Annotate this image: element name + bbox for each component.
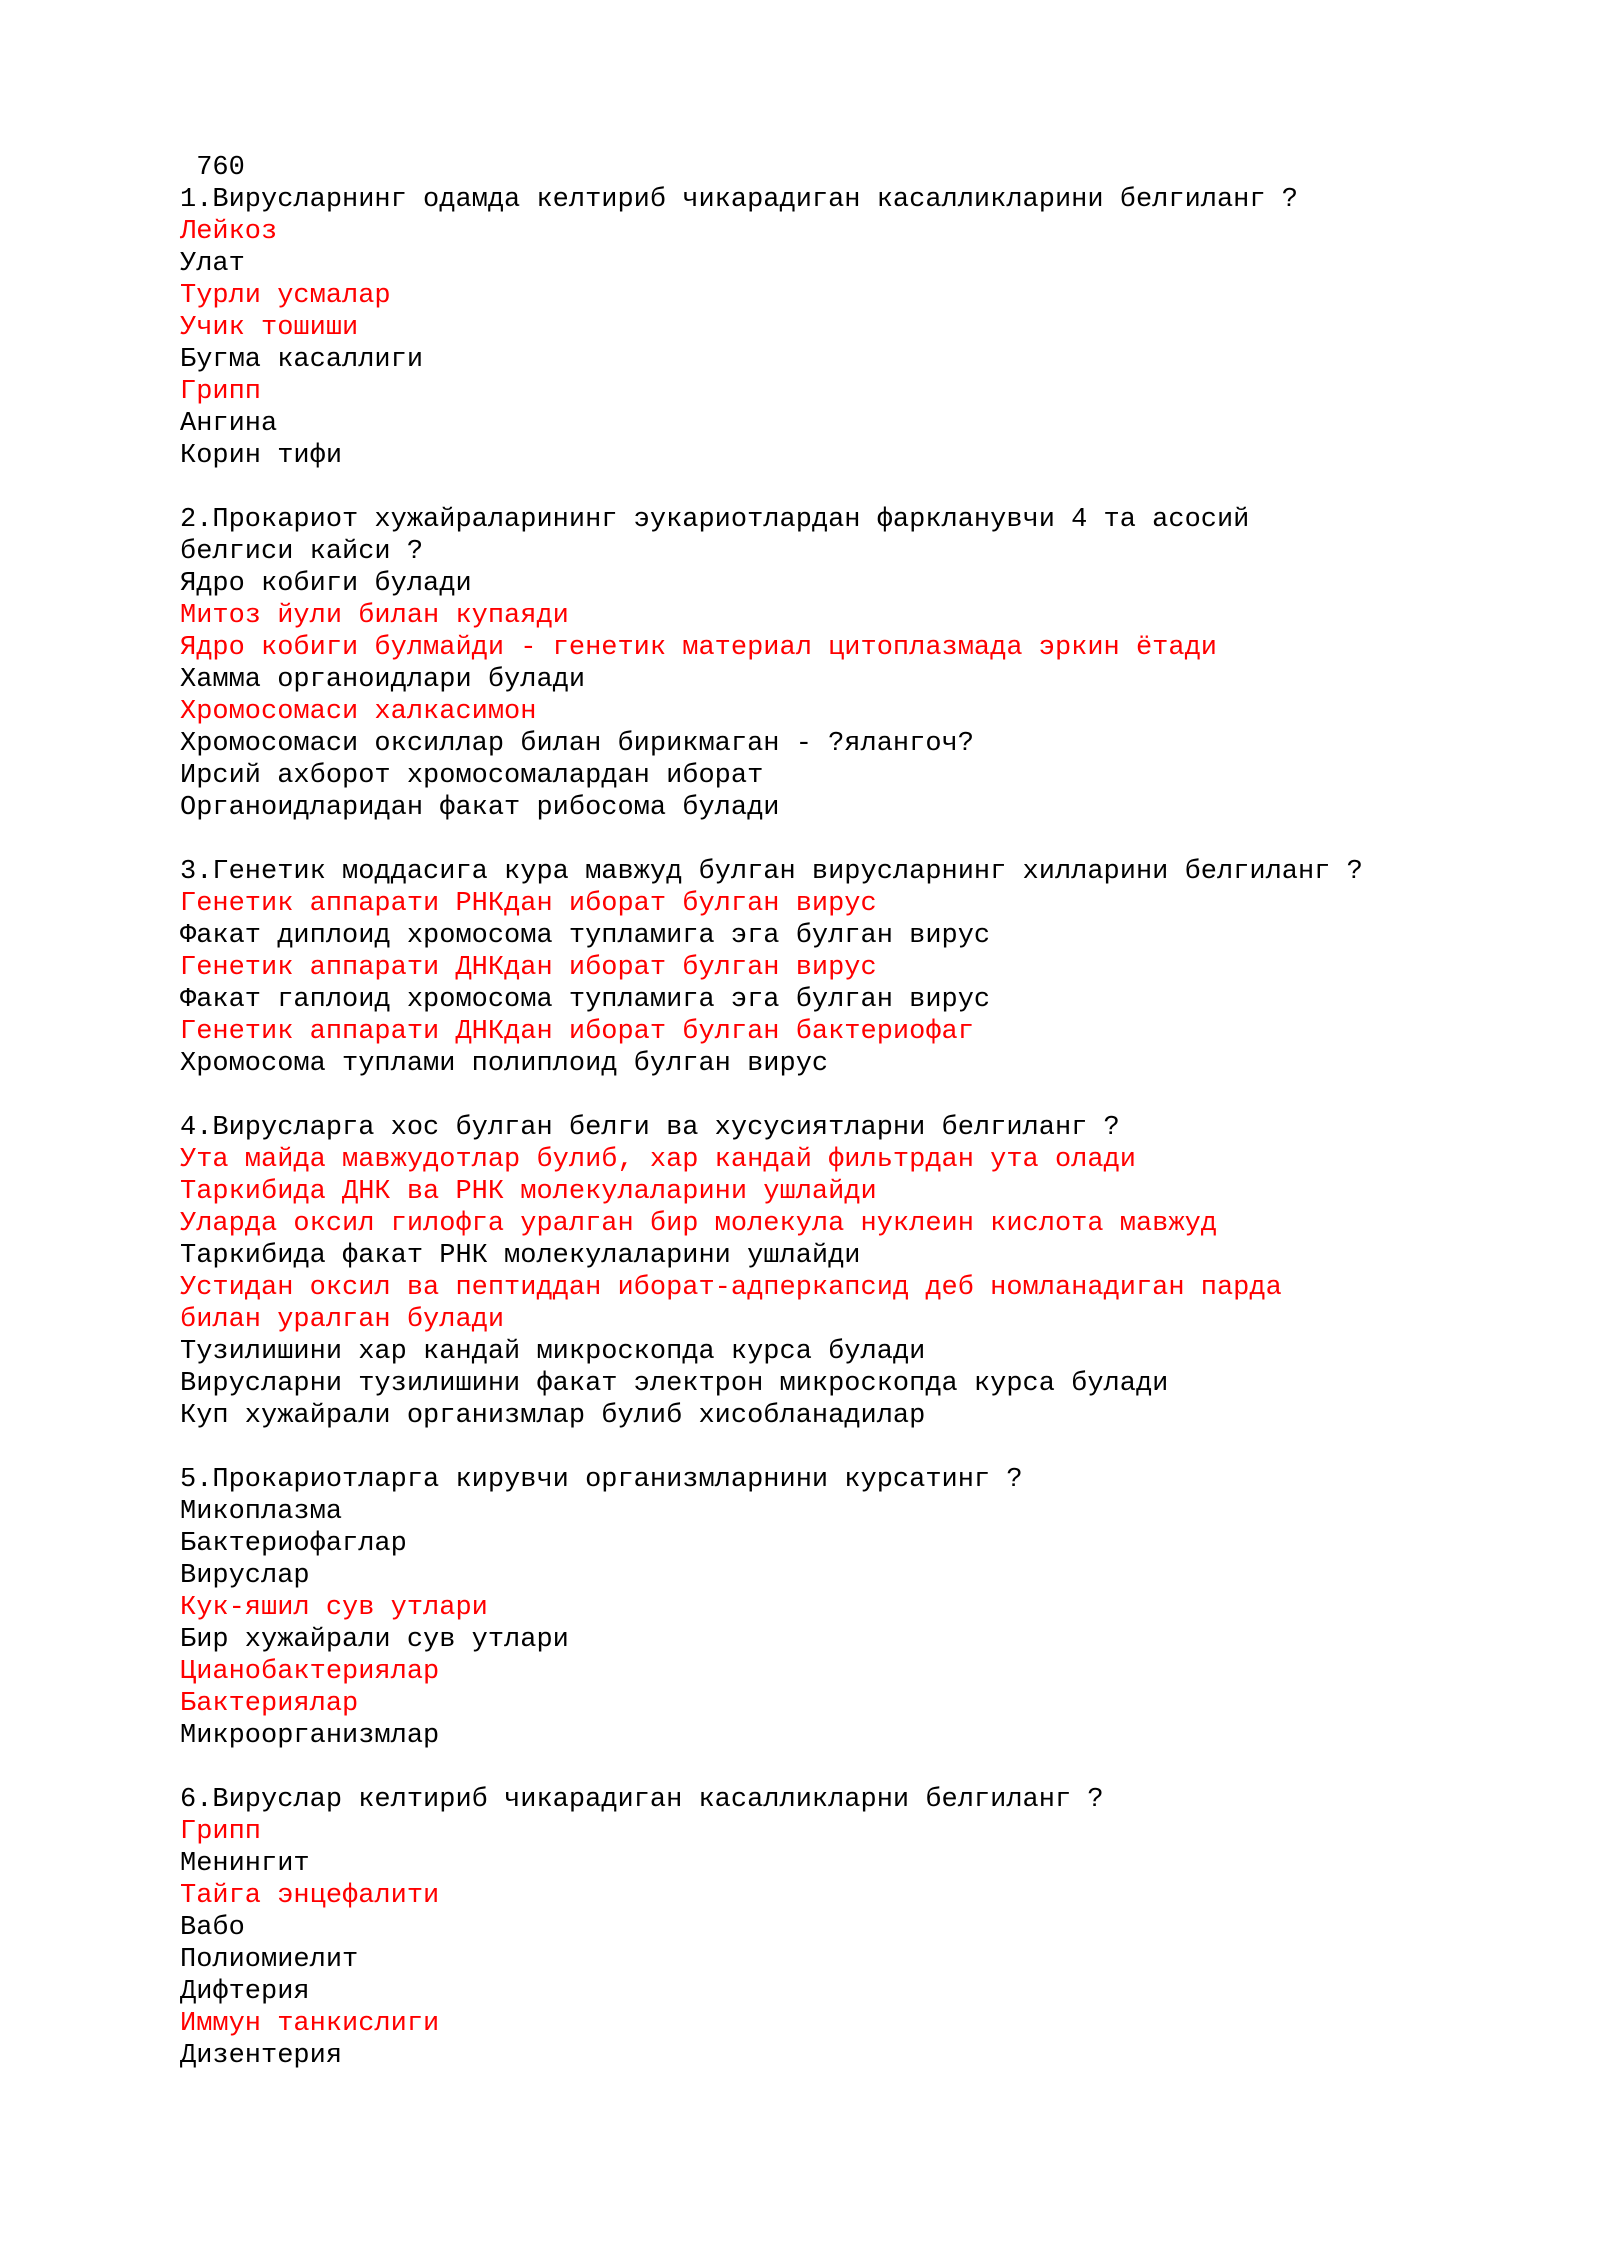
answer-option: Бактериялар: [180, 1689, 359, 1719]
doc-number: 760: [180, 153, 245, 183]
answer-option: Дизентерия: [180, 2041, 343, 2071]
answer-option: Хамма органоидлари булади: [180, 665, 586, 695]
answer-option: Уларда оксил гилофга уралган бир молекула нуклеин кислота мавжуд: [180, 1209, 1217, 1239]
answer-option: Бактериофаглар: [180, 1529, 407, 1559]
answer-option: Бир хужайрали сув утлари: [180, 1625, 569, 1655]
answer-option: Микроорганизмлар: [180, 1721, 440, 1751]
answer-option: Таркибида ДНК ва РНК молекулаларини ушлайди: [180, 1177, 877, 1207]
question-block: [180, 1784, 1500, 2072]
answer-option: Менингит: [180, 1849, 310, 1879]
answer-option: Устидан оксил ва пептиддан иборат-адперкапсид деб номланадиган парда: [180, 1273, 1282, 1303]
answer-option: Генетик аппарати ДНКдан иборат булган вирус: [180, 953, 877, 983]
blank-line: [180, 1752, 1500, 1784]
answer-option: Вирусларни тузилишини факат электрон микроскопда курса булади: [180, 1369, 1169, 1399]
answer-option: Ирсий ахборот хромосомалардан иборат: [180, 761, 764, 791]
answer-option: Факат диплоид хромосома тупламига эга булган вирус: [180, 921, 991, 951]
answer-option: Хромосомаси халкасимон: [180, 697, 537, 727]
answer-option: Органоидларидан факат рибосома булади: [180, 793, 780, 823]
question-text: 1.Вирусларнинг одамда келтириб чикарадиган касалликларини белгиланг ?: [180, 185, 1298, 215]
blank-line: [180, 1080, 1500, 1112]
answer-option: Лейкоз: [180, 217, 278, 247]
answer-option: Ангина: [180, 409, 278, 439]
question-text: 5.Прокариотларга кирувчи организмларнини курсатинг ?: [180, 1465, 1023, 1495]
question-text: 3.Генетик моддасига кура мавжуд булган вирусларнинг хилларини белгиланг ?: [180, 857, 1363, 887]
blank-line: [180, 472, 1500, 504]
answer-option: Факат гаплоид хромосома тупламига эга булган вирус: [180, 985, 991, 1015]
answer-option: Грипп: [180, 1817, 262, 1847]
answer-option: Митоз йули билан купаяди: [180, 601, 569, 631]
answer-option: Тузилишини хар кандай микроскопда курса булади: [180, 1337, 926, 1367]
question-text: белгиси кайси ?: [180, 537, 424, 567]
answer-option: Хромосома туплами полиплоид булган вирус: [180, 1049, 829, 1079]
answer-option: Корин тифи: [180, 441, 343, 471]
answer-option: Таркибида факат РНК молекулаларини ушлайди: [180, 1241, 861, 1271]
answer-option: Вабо: [180, 1913, 245, 1943]
answer-option: Кук-яшил сув утлари: [180, 1593, 488, 1623]
answer-option: Ута майда мавжудотлар булиб, хар кандай фильтрдан ута олади: [180, 1145, 1136, 1175]
answer-option: Бугма касаллиги: [180, 345, 424, 375]
answer-option: Ядро кобиги булади: [180, 569, 472, 599]
answer-option: Цианобактериялар: [180, 1657, 440, 1687]
answer-option: Учик тошиши: [180, 313, 359, 343]
answer-option: Генетик аппарати РНКдан иборат булган вирус: [180, 889, 877, 919]
answer-option: билан уралган булади: [180, 1305, 505, 1335]
answer-option: Дифтерия: [180, 1977, 310, 2007]
answer-option: Полиомиелит: [180, 1945, 359, 1975]
question-block: [180, 504, 1500, 824]
question-text: 2.Прокариот хужайраларининг эукариотлардан фаркланувчи 4 та асосий: [180, 505, 1250, 535]
answer-option: Тайга энцефалити: [180, 1881, 440, 1911]
blank-line: [180, 824, 1500, 856]
question-block: [180, 184, 1500, 472]
answer-option: Грипп: [180, 377, 262, 407]
question-block: [180, 1112, 1500, 1432]
question-text: 4.Вирусларга хос булган белги ва хусусиятларни белгиланг ?: [180, 1113, 1120, 1143]
answer-option: Иммун танкислиги: [180, 2009, 440, 2039]
answer-option: Хромосомаси оксиллар билан бирикмаган - ?ялангоч?: [180, 729, 974, 759]
question-block: [180, 856, 1500, 1080]
answer-option: Ядро кобиги булмайди - генетик материал цитоплазмада эркин ётади: [180, 633, 1217, 663]
answer-option: Генетик аппарати ДНКдан иборат булган бактериофаг: [180, 1017, 974, 1047]
answer-option: Улат: [180, 249, 245, 279]
question-block: [180, 1464, 1500, 1752]
answer-option: Куп хужайрали организмлар булиб хисобланадилар: [180, 1401, 926, 1431]
answer-option: Турли усмалар: [180, 281, 391, 311]
blank-line: [180, 1432, 1500, 1464]
document-body: [180, 152, 1500, 2072]
question-text: 6.Вируслар келтириб чикарадиган касалликларни белгиланг ?: [180, 1785, 1104, 1815]
answer-option: Микоплазма: [180, 1497, 343, 1527]
answer-option: Вируслар: [180, 1561, 310, 1591]
